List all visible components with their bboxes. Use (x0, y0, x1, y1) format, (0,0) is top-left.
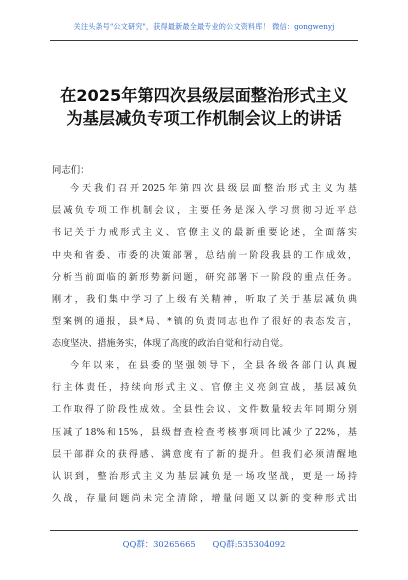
header-note: 关注头条号"公文研究"，获得最新最全最专业的公文资料库！ 微信：gongwenyj (73, 22, 335, 31)
footer-divider (50, 530, 358, 531)
title-line: 为基层减负专项工作机制会议上的讲话 (66, 109, 342, 128)
footer-qq-groups: QQ群：30265665 QQ群:535304092 (122, 539, 286, 549)
text-line: 层减负专项工作机制会议，主要任务是深入学习贯彻习近平总 (52, 206, 357, 217)
text-line: 态度坚决、措施务实，体现了高度的政治自觉和行动自觉。 (52, 339, 289, 350)
paragraph-1 (52, 178, 357, 356)
text-line: 久战，存量问题尚未完全清除，增量问题又以新的变种形式出 (52, 494, 357, 505)
text-line: 压减了18%和15%，县级督查检查考核事项同比减少了22%，基 (52, 427, 357, 438)
text-line: 型案例的通报，县*局、*镇的负责同志也作了很好的表态发言， (52, 317, 357, 328)
salutation: 同志们： (52, 165, 90, 176)
text-line: 中央和省委、市委的决策部署，总结前一阶段我县的工作成效， (52, 250, 357, 261)
text-line: 分析当前面临的新形势新问题，研究部署下一阶段的重点任务。 (52, 272, 357, 283)
text-line: 层干部群众的获得感、满意度有了新的提升。但我们必须清醒地 (52, 449, 357, 460)
header-divider (50, 40, 358, 41)
text-line: 行主体责任，持续向形式主义、官僚主义亮剑宣战，基层减负 (52, 383, 357, 394)
text-line: 书记关于力戒形式主义、官僚主义的最新重要论述，全面落实 (52, 228, 357, 239)
title-line: 在2025年第四次县级层面整治形式主义 (60, 86, 348, 105)
text-line: 工作取得了阶段性成效。全县性会议、文件数量较去年同期分别 (52, 405, 357, 416)
paragraph-2 (52, 355, 357, 510)
document-title (30, 84, 378, 130)
text-line: 刚才，我们集中学习了上级有关精神，听取了关于基层减负典 (52, 294, 357, 305)
text-line: 认识到，整治形式主义为基层减负是一场攻坚战，更是一场持 (52, 471, 357, 482)
text-line: 今年以来，在县委的坚强领导下，全县各级各部门认真履 (70, 361, 357, 371)
text-line: 今天我们召开2025年第四次县级层面整治形式主义为基 (70, 184, 357, 194)
